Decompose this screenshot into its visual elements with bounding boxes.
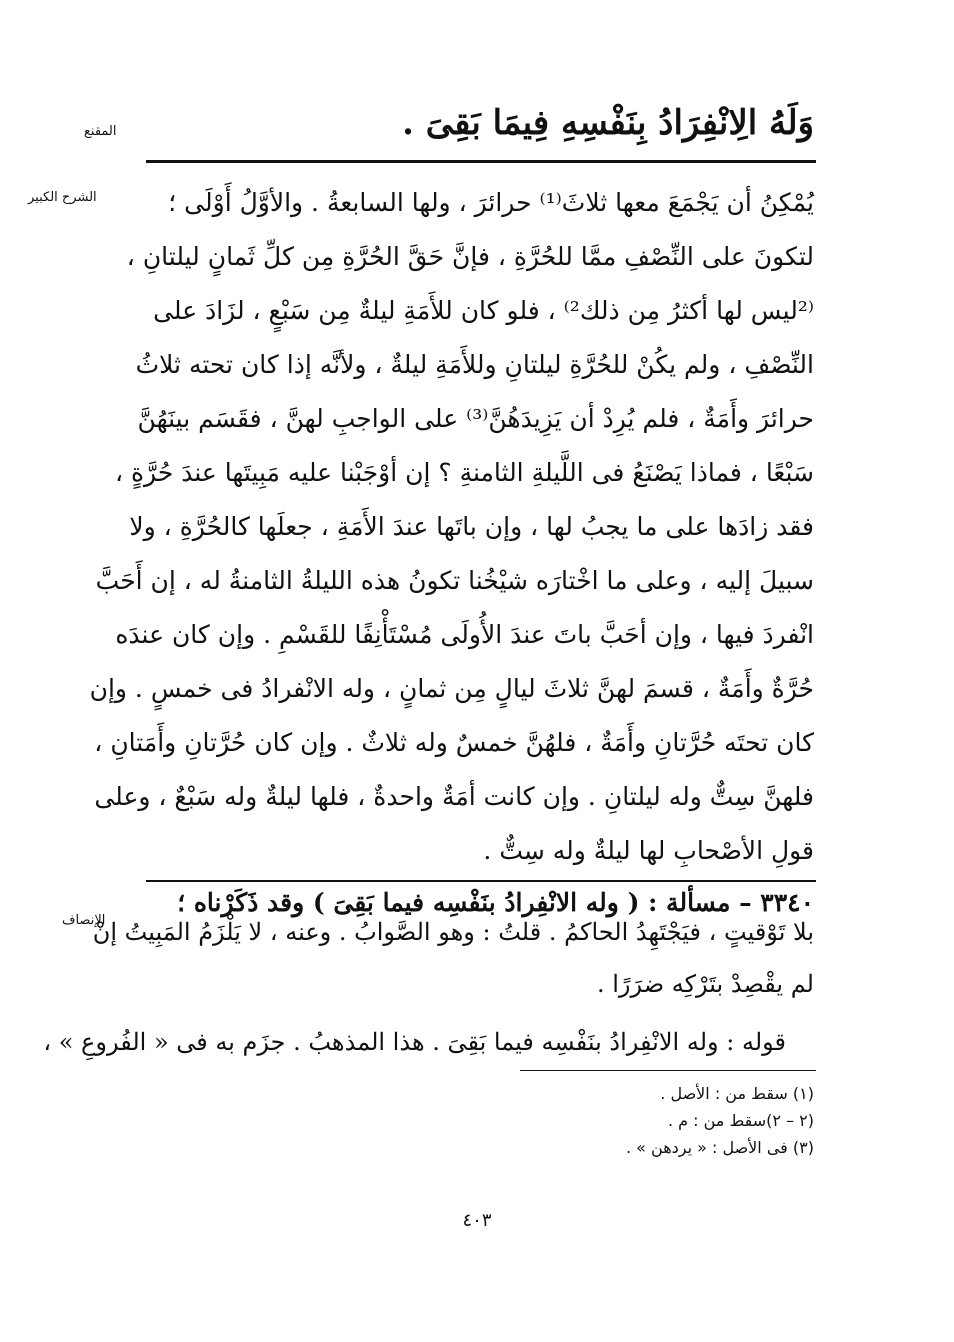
sharh-line: فقد زادَها على ما يجبُ لها ، وإن باتَها عندَ الأَمَةِ ، جعلَها كالحُرَّةِ ، ولا	[129, 512, 814, 541]
top-divider	[146, 160, 816, 163]
footnote: (١) سقط من : الأصل .	[660, 1084, 814, 1103]
footnote-divider	[520, 1070, 816, 1071]
insaf-line: لم يقْصِدْ بتَرْكِه ضرَرًا .	[597, 970, 814, 998]
insaf-line: قوله : وله الانْفِرادُ بنَفْسِه فيما بَقِىَ . هذا المذهبُ . جزَم به فى « الفُروعِ » ،	[43, 1028, 786, 1056]
sharh-line: النِّصْفِ ، ولم يكُنْ للحُرَّةِ ليلتانِ وللأَمَةِ ليلةٌ ، ولأنَّه إذا كان تحته ثلاثُ	[135, 350, 814, 379]
side-label-sharh: الشرح الكبير	[28, 190, 97, 205]
sharh-line: كان تحتَه حُرَّتانِ وأَمَةٌ ، فلهُنَّ خمسٌ وله ثلاثٌ . وإن كان حُرَّتانِ وأَمَتانِ ،	[94, 728, 814, 757]
sharh-line: ⁽²ليس لها أكثرُ مِن ذلك²⁾ ، فلو كان للأَمَةِ ليلةٌ مِن سَبْعٍ ، لزَادَ على	[153, 296, 814, 325]
sharh-line: لتكونَ على النِّصْفِ ممَّا للحُرَّةِ ، فإنَّ حَقَّ الحُرَّةِ مِن كلِّ ثَمانٍ ليلتانِ ،	[126, 242, 814, 271]
sharh-line: قولِ الأصْحابِ لها ليلةٌ وله سِتٌّ .	[483, 836, 814, 865]
footnotes	[394, 1080, 814, 1161]
sharh-line: يُمْكِنُ أن يَجْمَعَ معها ثلاثَ⁽¹⁾ حرائرَ ، ولها السابعةُ . والأوَّلُ أَوْلَى ؛	[168, 188, 814, 217]
sharh-commentary	[89, 176, 814, 928]
side-label-muqni: المقنع	[84, 124, 117, 139]
page-number: ٤٠٣	[462, 1210, 492, 1231]
sharh-line: سَبْعًا ، فماذا يَصْنَعُ فى اللَّيلةِ الثامنةِ ؟ إن أوْجَبْنا عليه مَبِيتَها عندَ حُرَّةٍ ،	[114, 458, 814, 487]
middle-divider	[146, 880, 816, 882]
side-label-insaf: الإنصاف	[62, 913, 106, 928]
matn-text: وَلَهُ الِانْفِرَادُ بِنَفْسِهِ فِيمَا بَقِىَ .	[402, 103, 814, 143]
sharh-line: فلهنَّ سِتٌّ وله ليلتانِ . وإن كانت أمَةٌ واحدةٌ ، فلها ليلةٌ وله سَبْعٌ ، وعلى	[94, 782, 814, 811]
sharh-line: حُرَّةٌ وأَمَةٌ ، قسمَ لهنَّ ثلاثَ ليالٍ مِن ثمانٍ ، وله الانْفرادُ فى خمسٍ . وإن	[89, 674, 814, 703]
sharh-line: سبيلَ إليه ، وعلى ما اخْتارَه شيْخُنا تكونُ هذه الليلةُ الثامنةُ له ، إن أَحَبَّ	[95, 566, 814, 595]
insaf-line: بلا تَوْقيتٍ ، فيَجْتَهِدُ الحاكمُ . قلتُ : وهو الصَّوابُ . وعنه ، لا يَلْزَمُ المَبِيتُ إنْ	[92, 918, 814, 946]
footnote: (٢ – ٢)سقط من : م .	[667, 1111, 814, 1130]
masala-heading: ٣٣٤٠ – مسألة : ( وله الانْفِرادُ بنَفْسِه فيما بَقِىَ ) وقد ذَكَرْناه ؛	[177, 888, 814, 917]
sharh-line: حرائرَ وأَمَةٌ ، فلم يُرِدْ أن يَزِيدَهُنَّ⁽³⁾ على الواجبِ لهنَّ ، فقَسَم بينَهُنَّ	[137, 404, 814, 433]
footnote: (٣) فى الأصل : « يردهن » .	[625, 1138, 814, 1157]
sharh-line: انْفردَ فيها ، وإن أحَبَّ باتَ عندَ الأُولَى مُسْتَأْنِفًا للقَسْمِ . وإن كان عندَه	[115, 620, 814, 649]
